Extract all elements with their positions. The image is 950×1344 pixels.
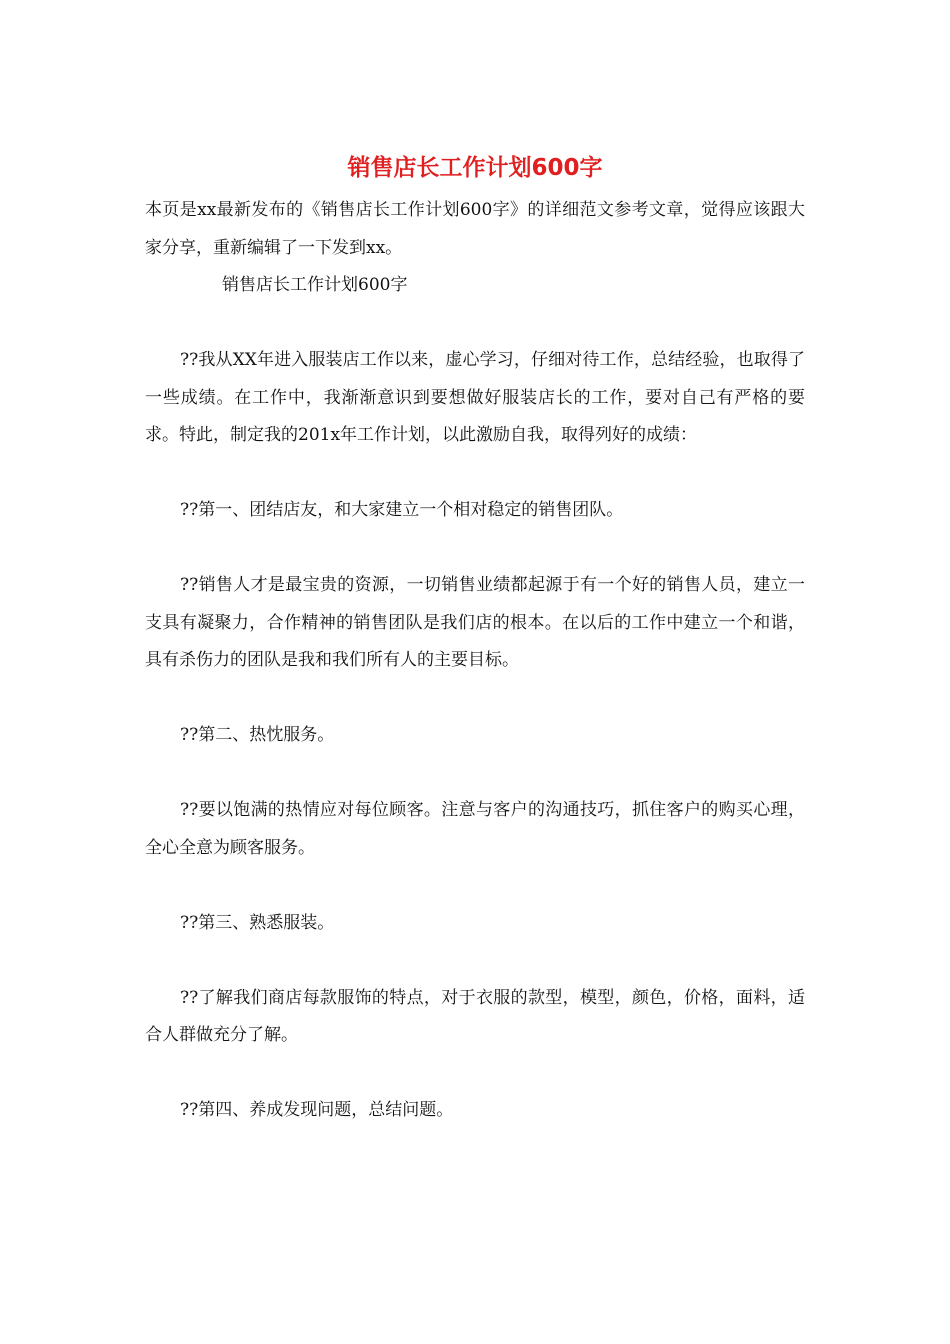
document-title: 销售店长工作计划600字 xyxy=(347,155,603,181)
section-heading-4: ??第四、养成发现问题，总结问题。 xyxy=(180,1100,454,1120)
document-body xyxy=(145,192,805,1130)
spacer xyxy=(145,942,805,980)
subtitle: 销售店长工作计划600字 xyxy=(222,275,408,295)
spacer xyxy=(145,867,805,905)
spacer xyxy=(145,680,805,718)
intro-paragraph: 本页是xx最新发布的《销售店长工作计划600字》的详细范文参考文章，觉得应该跟大家分享，重新编辑了一下发到xx。 xyxy=(145,200,805,258)
spacer xyxy=(145,755,805,793)
paragraph-1: ??我从XX年进入服装店工作以来，虚心学习，仔细对待工作，总结经验，也取得了一些成绩。在工作中，我渐渐意识到要想做好服装店长的工作，要对自己有严格的要求。特此，制定我的201x年工作计划，以此激励自我，取得列好的成绩： xyxy=(145,350,805,445)
spacer xyxy=(145,530,805,568)
paragraph-3: ??要以饱满的热情应对每位顾客。注意与客户的沟通技巧，抓住客户的购买心理，全心全意为顾客服务。 xyxy=(145,800,805,858)
paragraph-2: ??销售人才是最宝贵的资源，一切销售业绩都起源于有一个好的销售人员，建立一支具有凝聚力，合作精神的销售团队是我们店的根本。在以后的工作中建立一个和谐，具有杀伤力的团队是我和我们所有人的主要目标。 xyxy=(145,575,805,670)
spacer xyxy=(145,1055,805,1093)
section-heading-1: ??第一、团结店友，和大家建立一个相对稳定的销售团队。 xyxy=(180,500,624,520)
spacer xyxy=(145,305,805,343)
section-heading-3: ??第三、熟悉服装。 xyxy=(180,912,335,933)
paragraph-4: ??了解我们商店每款服饰的特点，对于衣服的款型，模型，颜色，价格，面料，适合人群做充分了解。 xyxy=(145,987,805,1045)
section-heading-2: ??第二、热忱服务。 xyxy=(180,725,335,745)
spacer xyxy=(145,455,805,493)
